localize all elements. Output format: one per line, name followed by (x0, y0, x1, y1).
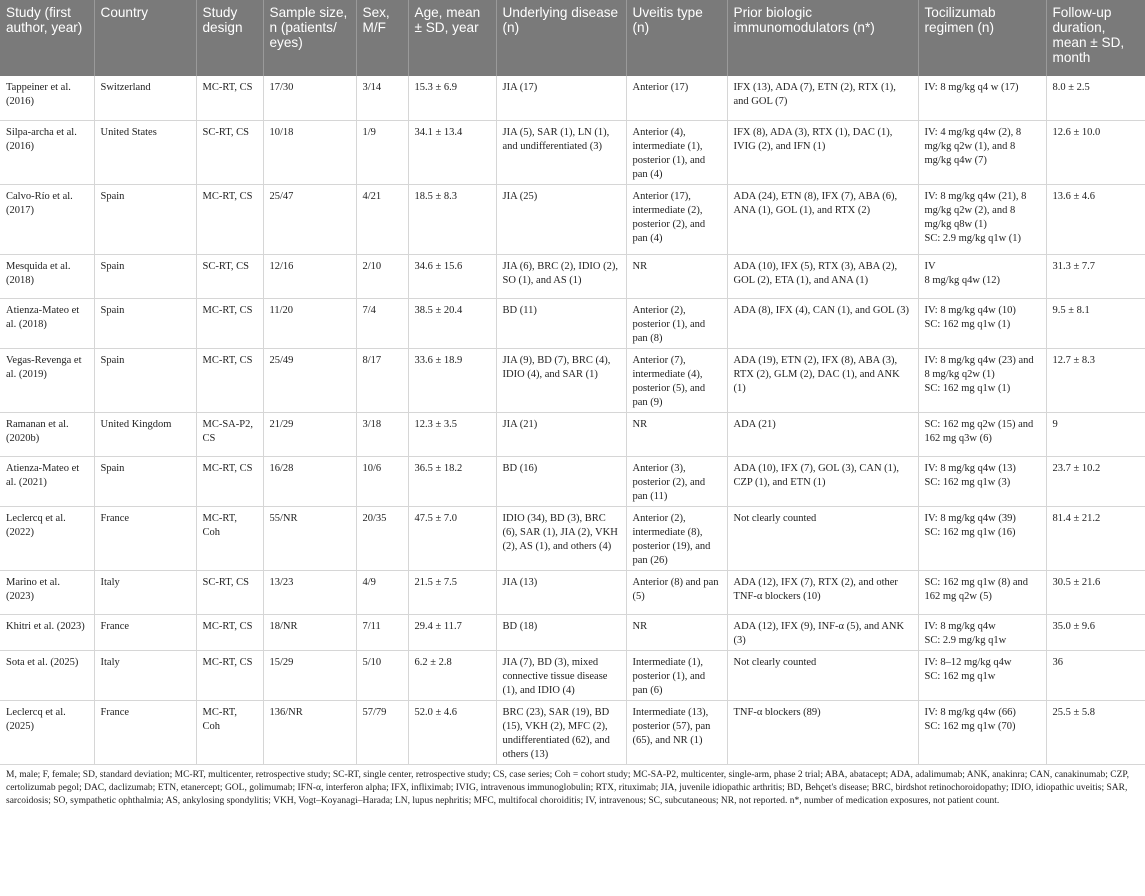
cell-design: SC-RT, CS (196, 120, 263, 184)
cell-sex: 4/9 (356, 570, 408, 614)
cell-sample-size: 17/30 (263, 76, 356, 120)
cell-age: 21.5 ± 7.5 (408, 570, 496, 614)
table-row (0, 348, 1145, 412)
cell-age: 15.3 ± 6.9 (408, 76, 496, 120)
cell-sample-size: 16/28 (263, 456, 356, 506)
table-row (0, 120, 1145, 184)
cell-age: 34.6 ± 15.6 (408, 254, 496, 298)
cell-uveitis-type: Anterior (8) and pan (5) (626, 570, 727, 614)
cell-follow-up: 25.5 ± 5.8 (1046, 700, 1145, 764)
table-row (0, 570, 1145, 614)
cell-follow-up: 36 (1046, 650, 1145, 700)
cell-prior-biologics: ADA (19), ETN (2), IFX (8), ABA (3), RTX (2), GLM (2), DAC (1), and ANK (1) (727, 348, 918, 412)
cell-sample-size: 18/NR (263, 614, 356, 650)
table-row (0, 506, 1145, 570)
cell-country: Spain (94, 254, 196, 298)
cell-country: Spain (94, 348, 196, 412)
cell-design: SC-RT, CS (196, 254, 263, 298)
cell-prior-biologics: ADA (10), IFX (5), RTX (3), ABA (2), GOL (2), ETA (1), and ANA (1) (727, 254, 918, 298)
cell-design: MC-RT, CS (196, 456, 263, 506)
col-header-uveitis-type: Uveitis type (n) (626, 0, 727, 76)
cell-tocilizumab-regimen: IV: 8 mg/kg q4w (21), 8 mg/kg q2w (2), and 8 mg/kg q8w (1) SC: 2.9 mg/kg q1w (1) (918, 184, 1046, 254)
cell-prior-biologics: Not clearly counted (727, 650, 918, 700)
cell-country: France (94, 700, 196, 764)
cell-prior-biologics: ADA (12), IFX (9), INF-α (5), and ANK (3) (727, 614, 918, 650)
cell-design: MC-RT, Coh (196, 506, 263, 570)
cell-sample-size: 21/29 (263, 412, 356, 456)
cell-prior-biologics: ADA (10), IFX (7), GOL (3), CAN (1), CZP (1), and ETN (1) (727, 456, 918, 506)
col-header-sample-size: Sample size, n (patients/ eyes) (263, 0, 356, 76)
cell-uveitis-type: Anterior (4), intermediate (1), posterior (1), and pan (4) (626, 120, 727, 184)
cell-uveitis-type: NR (626, 614, 727, 650)
cell-follow-up: 12.7 ± 8.3 (1046, 348, 1145, 412)
cell-sample-size: 12/16 (263, 254, 356, 298)
cell-study: Calvo-Río et al. (2017) (0, 184, 94, 254)
cell-country: United States (94, 120, 196, 184)
cell-sex: 7/11 (356, 614, 408, 650)
cell-sex: 3/18 (356, 412, 408, 456)
cell-design: MC-RT, Coh (196, 700, 263, 764)
cell-uveitis-type: Anterior (3), posterior (2), and pan (11) (626, 456, 727, 506)
cell-age: 52.0 ± 4.6 (408, 700, 496, 764)
cell-sex: 8/17 (356, 348, 408, 412)
cell-study: Tappeiner et al. (2016) (0, 76, 94, 120)
table-body (0, 76, 1145, 764)
cell-sex: 5/10 (356, 650, 408, 700)
cell-sample-size: 136/NR (263, 700, 356, 764)
col-header-design: Study design (196, 0, 263, 76)
col-header-study: Study (first author, year) (0, 0, 94, 76)
cell-design: MC-RT, CS (196, 650, 263, 700)
cell-tocilizumab-regimen: SC: 162 mg q1w (8) and 162 mg q2w (5) (918, 570, 1046, 614)
cell-age: 36.5 ± 18.2 (408, 456, 496, 506)
cell-design: SC-RT, CS (196, 570, 263, 614)
cell-sex: 1/9 (356, 120, 408, 184)
cell-follow-up: 30.5 ± 21.6 (1046, 570, 1145, 614)
cell-sex: 2/10 (356, 254, 408, 298)
cell-underlying-disease: IDIO (34), BD (3), BRC (6), SAR (1), JIA (2), VKH (2), AS (1), and others (4) (496, 506, 626, 570)
col-header-country: Country (94, 0, 196, 76)
cell-age: 34.1 ± 13.4 (408, 120, 496, 184)
cell-country: Spain (94, 184, 196, 254)
table-footnote: M, male; F, female; SD, standard deviation; MC-RT, multicenter, retrospective study; SC-RT, single center, retrospective study; CS, case series; Coh = cohort study; MC-SA-P2, multicenter, single-arm, phase 2 trial; ABA, abatacept; ADA, adalimumab; ANK, anakinra; CAN, canakinumab; CZP, certolizumab pegol; DAC, daclizumab; ETN, etanercept; GOL, golimumab; IFN-α, interferon alpha; IFX, infliximab; IVIG, intravenous immunoglobulin; RTX, rituximab; JIA, juvenile idiopathic arthritis; BD, Behçet's disease; BRC, birdshot retinochoroidopathy; IDIO, idiopathic uveitis; SAR, sarcoidosis; SO, sympathetic ophthalmia; AS, ankylosing spondylitis; VKH, Vogt–Koyanagi–Harada; LN, lupus nephritis; MFC, multifocal choroiditis; IV, intravenous; SC, subcutaneous; NR, not reported. n*, number of medication exposures, not patient count. (6, 769, 1130, 806)
table-row (0, 412, 1145, 456)
cell-underlying-disease: JIA (21) (496, 412, 626, 456)
cell-follow-up: 12.6 ± 10.0 (1046, 120, 1145, 184)
col-header-underlying-disease: Underlying disease (n) (496, 0, 626, 76)
cell-tocilizumab-regimen: IV: 8 mg/kg q4 w (17) (918, 76, 1046, 120)
cell-underlying-disease: BD (16) (496, 456, 626, 506)
cell-country: Italy (94, 570, 196, 614)
cell-sex: 7/4 (356, 298, 408, 348)
col-header-prior-biologics: Prior biologic immunomodulators (n*) (727, 0, 918, 76)
cell-underlying-disease: JIA (25) (496, 184, 626, 254)
cell-country: Spain (94, 456, 196, 506)
cell-age: 38.5 ± 20.4 (408, 298, 496, 348)
cell-tocilizumab-regimen: IV: 4 mg/kg q4w (2), 8 mg/kg q2w (1), and 8 mg/kg q4w (7) (918, 120, 1046, 184)
cell-underlying-disease: JIA (17) (496, 76, 626, 120)
cell-uveitis-type: Intermediate (1), posterior (1), and pan (6) (626, 650, 727, 700)
cell-follow-up: 9 (1046, 412, 1145, 456)
cell-country: United Kingdom (94, 412, 196, 456)
cell-uveitis-type: NR (626, 412, 727, 456)
cell-country: Italy (94, 650, 196, 700)
cell-underlying-disease: BD (18) (496, 614, 626, 650)
cell-design: MC-RT, CS (196, 184, 263, 254)
cell-underlying-disease: BD (11) (496, 298, 626, 348)
cell-age: 47.5 ± 7.0 (408, 506, 496, 570)
cell-study: Silpa-archa et al. (2016) (0, 120, 94, 184)
cell-tocilizumab-regimen: IV: 8–12 mg/kg q4w SC: 162 mg q1w (918, 650, 1046, 700)
cell-study: Atienza-Mateo et al. (2018) (0, 298, 94, 348)
cell-study: Leclercq et al. (2025) (0, 700, 94, 764)
cell-design: MC-RT, CS (196, 76, 263, 120)
cell-design: MC-RT, CS (196, 348, 263, 412)
cell-tocilizumab-regimen: SC: 162 mg q2w (15) and 162 mg q3w (6) (918, 412, 1046, 456)
cell-uveitis-type: Anterior (17) (626, 76, 727, 120)
cell-prior-biologics: Not clearly counted (727, 506, 918, 570)
cell-age: 6.2 ± 2.8 (408, 650, 496, 700)
cell-follow-up: 13.6 ± 4.6 (1046, 184, 1145, 254)
cell-sample-size: 11/20 (263, 298, 356, 348)
cell-underlying-disease: JIA (7), BD (3), mixed connective tissue disease (1), and IDIO (4) (496, 650, 626, 700)
cell-tocilizumab-regimen: IV: 8 mg/kg q4w (13) SC: 162 mg q1w (3) (918, 456, 1046, 506)
col-header-age: Age, mean ± SD, year (408, 0, 496, 76)
cell-uveitis-type: NR (626, 254, 727, 298)
table-row (0, 184, 1145, 254)
cell-country: Spain (94, 298, 196, 348)
header-row (0, 0, 1145, 76)
cell-tocilizumab-regimen: IV: 8 mg/kg q4w (23) and 8 mg/kg q2w (1) SC: 162 mg q1w (1) (918, 348, 1046, 412)
table-row (0, 298, 1145, 348)
cell-sample-size: 15/29 (263, 650, 356, 700)
cell-uveitis-type: Anterior (2), posterior (1), and pan (8) (626, 298, 727, 348)
cell-prior-biologics: IFX (13), ADA (7), ETN (2), RTX (1), and GOL (7) (727, 76, 918, 120)
cell-sample-size: 13/23 (263, 570, 356, 614)
cell-prior-biologics: IFX (8), ADA (3), RTX (1), DAC (1), IVIG (2), and IFN (1) (727, 120, 918, 184)
cell-prior-biologics: TNF-α blockers (89) (727, 700, 918, 764)
cell-country: France (94, 506, 196, 570)
cell-country: Switzerland (94, 76, 196, 120)
cell-age: 29.4 ± 11.7 (408, 614, 496, 650)
cell-sex: 57/79 (356, 700, 408, 764)
cell-follow-up: 23.7 ± 10.2 (1046, 456, 1145, 506)
table-row (0, 76, 1145, 120)
cell-study: Leclercq et al. (2022) (0, 506, 94, 570)
col-header-tocilizumab-regimen: Tocilizumab regimen (n) (918, 0, 1046, 76)
cell-sex: 4/21 (356, 184, 408, 254)
cell-study: Mesquida et al. (2018) (0, 254, 94, 298)
cell-study: Ramanan et al. (2020b) (0, 412, 94, 456)
cell-follow-up: 8.0 ± 2.5 (1046, 76, 1145, 120)
cell-underlying-disease: JIA (5), SAR (1), LN (1), and undifferentiated (3) (496, 120, 626, 184)
table-row (0, 456, 1145, 506)
table-row (0, 700, 1145, 764)
cell-underlying-disease: JIA (9), BD (7), BRC (4), IDIO (4), and SAR (1) (496, 348, 626, 412)
cell-sample-size: 25/49 (263, 348, 356, 412)
cell-follow-up: 31.3 ± 7.7 (1046, 254, 1145, 298)
cell-underlying-disease: JIA (13) (496, 570, 626, 614)
col-header-sex: Sex, M/F (356, 0, 408, 76)
cell-tocilizumab-regimen: IV: 8 mg/kg q4w (39) SC: 162 mg q1w (16) (918, 506, 1046, 570)
cell-follow-up: 9.5 ± 8.1 (1046, 298, 1145, 348)
cell-sample-size: 55/NR (263, 506, 356, 570)
cell-age: 33.6 ± 18.9 (408, 348, 496, 412)
cell-uveitis-type: Anterior (17), intermediate (2), posterior (2), and pan (4) (626, 184, 727, 254)
col-header-follow-up: Follow-up duration, mean ± SD, month (1046, 0, 1145, 76)
cell-prior-biologics: ADA (24), ETN (8), IFX (7), ABA (6), ANA (1), GOL (1), and RTX (2) (727, 184, 918, 254)
cell-sex: 3/14 (356, 76, 408, 120)
cell-uveitis-type: Anterior (2), intermediate (8), posterior (19), and pan (26) (626, 506, 727, 570)
cell-prior-biologics: ADA (21) (727, 412, 918, 456)
cell-study: Marino et al. (2023) (0, 570, 94, 614)
cell-uveitis-type: Anterior (7), intermediate (4), posterior (5), and pan (9) (626, 348, 727, 412)
cell-tocilizumab-regimen: IV: 8 mg/kg q4w (66) SC: 162 mg q1w (70) (918, 700, 1046, 764)
cell-tocilizumab-regimen: IV 8 mg/kg q4w (12) (918, 254, 1046, 298)
table-row (0, 254, 1145, 298)
cell-study: Sota et al. (2025) (0, 650, 94, 700)
cell-follow-up: 81.4 ± 21.2 (1046, 506, 1145, 570)
cell-age: 12.3 ± 3.5 (408, 412, 496, 456)
cell-design: MC-SA-P2, CS (196, 412, 263, 456)
cell-country: France (94, 614, 196, 650)
cell-sample-size: 25/47 (263, 184, 356, 254)
cell-study: Vegas-Revenga et al. (2019) (0, 348, 94, 412)
cell-age: 18.5 ± 8.3 (408, 184, 496, 254)
cell-follow-up: 35.0 ± 9.6 (1046, 614, 1145, 650)
table-row (0, 650, 1145, 700)
cell-tocilizumab-regimen: IV: 8 mg/kg q4w SC: 2.9 mg/kg q1w (918, 614, 1046, 650)
cell-design: MC-RT, CS (196, 614, 263, 650)
cell-study: Khitri et al. (2023) (0, 614, 94, 650)
cell-underlying-disease: BRC (23), SAR (19), BD (15), VKH (2), MFC (2), undifferentiated (62), and others (13) (496, 700, 626, 764)
cell-tocilizumab-regimen: IV: 8 mg/kg q4w (10) SC: 162 mg q1w (1) (918, 298, 1046, 348)
cell-study: Atienza-Mateo et al. (2021) (0, 456, 94, 506)
cell-uveitis-type: Intermediate (13), posterior (57), pan (65), and NR (1) (626, 700, 727, 764)
cell-design: MC-RT, CS (196, 298, 263, 348)
table-row (0, 614, 1145, 650)
cell-sex: 10/6 (356, 456, 408, 506)
cell-prior-biologics: ADA (12), IFX (7), RTX (2), and other TNF-α blockers (10) (727, 570, 918, 614)
cell-underlying-disease: JIA (6), BRC (2), IDIO (2), SO (1), and AS (1) (496, 254, 626, 298)
cell-prior-biologics: ADA (8), IFX (4), CAN (1), and GOL (3) (727, 298, 918, 348)
cell-sample-size: 10/18 (263, 120, 356, 184)
cell-sex: 20/35 (356, 506, 408, 570)
